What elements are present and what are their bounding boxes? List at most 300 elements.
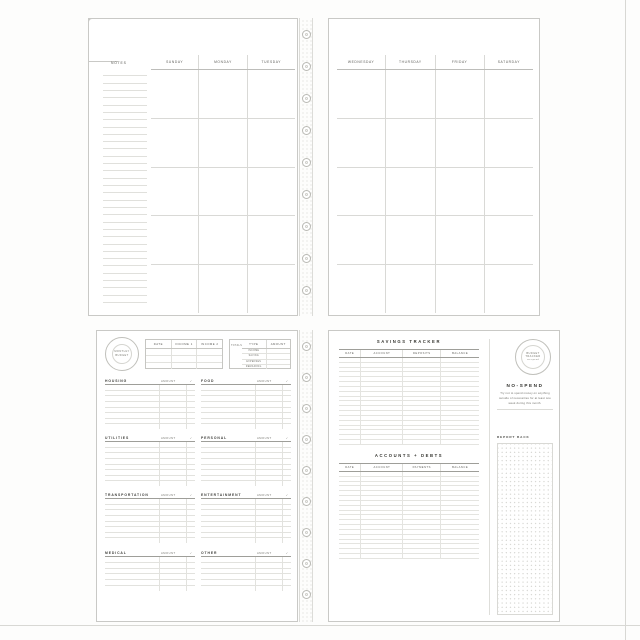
calendar-day-cell[interactable]: [436, 265, 485, 313]
expense-amount-cell[interactable]: [160, 424, 187, 429]
minibox-cell[interactable]: INCOME: [242, 349, 267, 353]
table-cell[interactable]: [339, 382, 361, 386]
minibox-cell[interactable]: REMAINING: [242, 365, 267, 369]
table-cell[interactable]: [361, 535, 403, 539]
expense-check-cell[interactable]: [187, 402, 195, 407]
minibox-cell[interactable]: [267, 360, 291, 364]
expense-amount-cell[interactable]: [256, 574, 283, 579]
expense-name-cell[interactable]: [201, 533, 256, 538]
minibox-cell[interactable]: [267, 354, 291, 358]
expense-amount-cell[interactable]: [256, 557, 283, 562]
expense-name-cell[interactable]: [105, 533, 160, 538]
expense-name-cell[interactable]: [105, 527, 160, 532]
table-cell[interactable]: [361, 472, 403, 476]
notes-line[interactable]: [103, 69, 147, 76]
expense-check-cell[interactable]: [283, 527, 291, 532]
notes-line[interactable]: [103, 135, 147, 142]
expense-amount-cell[interactable]: [256, 402, 283, 407]
table-cell[interactable]: [361, 525, 403, 529]
expense-amount-cell[interactable]: [160, 510, 187, 515]
expense-amount-cell[interactable]: [256, 396, 283, 401]
notes-line[interactable]: [103, 281, 147, 288]
expense-check-cell[interactable]: [283, 586, 291, 591]
notes-line[interactable]: [103, 76, 147, 83]
table-cell[interactable]: [441, 377, 479, 381]
table-cell[interactable]: [403, 496, 441, 500]
expense-amount-cell[interactable]: [160, 442, 187, 447]
table-cell[interactable]: [403, 501, 441, 505]
expense-name-cell[interactable]: [201, 522, 256, 527]
expense-amount-cell[interactable]: [256, 459, 283, 464]
table-cell[interactable]: [403, 535, 441, 539]
notes-ruled-lines[interactable]: [103, 69, 147, 303]
calendar-day-cell[interactable]: [485, 119, 533, 167]
table-cell[interactable]: [403, 392, 441, 396]
expense-name-cell[interactable]: [105, 413, 160, 418]
notes-line[interactable]: [103, 215, 147, 222]
table-cell[interactable]: [339, 491, 361, 495]
expense-name-cell[interactable]: [201, 499, 256, 504]
table-cell[interactable]: [403, 440, 441, 444]
table-cell[interactable]: [403, 472, 441, 476]
table-cell[interactable]: [339, 472, 361, 476]
expense-amount-cell[interactable]: [160, 533, 187, 538]
calendar-day-cell[interactable]: [337, 216, 386, 264]
calendar-day-cell[interactable]: [199, 70, 247, 118]
expense-amount-cell[interactable]: [160, 453, 187, 458]
calendar-day-cell[interactable]: [386, 70, 435, 118]
table-cell[interactable]: [339, 544, 361, 548]
table-cell[interactable]: [403, 525, 441, 529]
expense-check-cell[interactable]: [283, 470, 291, 475]
calendar-day-cell[interactable]: [485, 216, 533, 264]
expense-amount-cell[interactable]: [256, 413, 283, 418]
category-table-entertainment[interactable]: [201, 493, 291, 543]
expense-name-cell[interactable]: [201, 391, 256, 396]
table-cell[interactable]: [403, 482, 441, 486]
expense-check-cell[interactable]: [187, 448, 195, 453]
calendar-day-cell[interactable]: [151, 70, 199, 118]
notes-line[interactable]: [103, 296, 147, 303]
calendar-day-cell[interactable]: [386, 265, 435, 313]
minibox-cell[interactable]: [197, 356, 222, 362]
expense-name-cell[interactable]: [105, 569, 160, 574]
table-cell[interactable]: [361, 554, 403, 558]
expense-check-cell[interactable]: [187, 557, 195, 562]
table-cell[interactable]: [339, 486, 361, 490]
expense-amount-cell[interactable]: [160, 448, 187, 453]
expense-amount-cell[interactable]: [160, 396, 187, 401]
notes-line[interactable]: [103, 274, 147, 281]
table-cell[interactable]: [403, 491, 441, 495]
notes-line[interactable]: [103, 106, 147, 113]
expense-amount-cell[interactable]: [160, 586, 187, 591]
notes-line[interactable]: [103, 142, 147, 149]
table-cell[interactable]: [441, 525, 479, 529]
expense-amount-cell[interactable]: [256, 408, 283, 413]
table-cell[interactable]: [339, 377, 361, 381]
table-cell[interactable]: [441, 491, 479, 495]
table-cell[interactable]: [361, 411, 403, 415]
table-cell[interactable]: [403, 511, 441, 515]
table-cell[interactable]: [361, 368, 403, 372]
notes-line[interactable]: [103, 164, 147, 171]
table-cell[interactable]: [361, 511, 403, 515]
table-cell[interactable]: [339, 430, 361, 434]
expense-name-cell[interactable]: [105, 516, 160, 521]
expense-amount-cell[interactable]: [256, 569, 283, 574]
expense-check-cell[interactable]: [283, 424, 291, 429]
expense-amount-cell[interactable]: [160, 505, 187, 510]
table-cell[interactable]: [441, 368, 479, 372]
expense-name-cell[interactable]: [105, 424, 160, 429]
category-table-food[interactable]: [201, 379, 291, 429]
expense-amount-cell[interactable]: [160, 522, 187, 527]
minibox-cell[interactable]: [146, 349, 172, 355]
expense-check-cell[interactable]: [283, 522, 291, 527]
calendar-day-cell[interactable]: [199, 265, 247, 313]
expense-amount-cell[interactable]: [160, 538, 187, 543]
expense-check-cell[interactable]: [283, 563, 291, 568]
table-cell[interactable]: [339, 501, 361, 505]
notes-line[interactable]: [103, 259, 147, 266]
table-cell[interactable]: [441, 530, 479, 534]
expense-name-cell[interactable]: [201, 563, 256, 568]
expense-amount-cell[interactable]: [256, 448, 283, 453]
table-cell[interactable]: [361, 506, 403, 510]
expense-name-cell[interactable]: [105, 419, 160, 424]
expense-check-cell[interactable]: [187, 499, 195, 504]
calendar-day-cell[interactable]: [436, 216, 485, 264]
expense-name-cell[interactable]: [201, 413, 256, 418]
table-cell[interactable]: [339, 496, 361, 500]
expense-amount-cell[interactable]: [160, 516, 187, 521]
table-cell[interactable]: [361, 430, 403, 434]
calendar-day-cell[interactable]: [199, 216, 247, 264]
table-cell[interactable]: [441, 401, 479, 405]
expense-check-cell[interactable]: [187, 505, 195, 510]
table-cell[interactable]: [339, 477, 361, 481]
no-spend-dot-grid[interactable]: [497, 443, 553, 615]
expense-amount-cell[interactable]: [160, 574, 187, 579]
notes-line[interactable]: [103, 266, 147, 273]
table-cell[interactable]: [441, 392, 479, 396]
table-cell[interactable]: [361, 397, 403, 401]
table-cell[interactable]: [441, 426, 479, 430]
table-cell[interactable]: [339, 416, 361, 420]
expense-check-cell[interactable]: [187, 533, 195, 538]
expense-check-cell[interactable]: [283, 459, 291, 464]
expense-amount-cell[interactable]: [160, 402, 187, 407]
table-cell[interactable]: [403, 368, 441, 372]
table-cell[interactable]: [339, 411, 361, 415]
expense-check-cell[interactable]: [283, 385, 291, 390]
expense-name-cell[interactable]: [201, 557, 256, 562]
expense-check-cell[interactable]: [283, 557, 291, 562]
expense-amount-cell[interactable]: [160, 459, 187, 464]
expense-amount-cell[interactable]: [256, 453, 283, 458]
calendar-day-cell[interactable]: [248, 216, 295, 264]
table-cell[interactable]: [441, 486, 479, 490]
calendar-day-cell[interactable]: [485, 168, 533, 216]
table-cell[interactable]: [339, 406, 361, 410]
expense-amount-cell[interactable]: [256, 580, 283, 585]
expense-amount-cell[interactable]: [256, 510, 283, 515]
expense-name-cell[interactable]: [201, 580, 256, 585]
expense-check-cell[interactable]: [187, 385, 195, 390]
table-cell[interactable]: [403, 544, 441, 548]
table-cell[interactable]: [441, 501, 479, 505]
table-cell[interactable]: [361, 406, 403, 410]
expense-amount-cell[interactable]: [160, 413, 187, 418]
table-cell[interactable]: [441, 549, 479, 553]
table-cell[interactable]: [361, 382, 403, 386]
expense-check-cell[interactable]: [187, 538, 195, 543]
table-cell[interactable]: [403, 416, 441, 420]
notes-line[interactable]: [103, 288, 147, 295]
expense-amount-cell[interactable]: [256, 538, 283, 543]
calendar-day-cell[interactable]: [151, 265, 199, 313]
calendar-day-cell[interactable]: [485, 265, 533, 313]
minibox-cell[interactable]: [172, 363, 198, 369]
calendar-day-cell[interactable]: [199, 168, 247, 216]
table-cell[interactable]: [403, 406, 441, 410]
table-cell[interactable]: [403, 401, 441, 405]
notes-line[interactable]: [103, 193, 147, 200]
calendar-day-cell[interactable]: [436, 70, 485, 118]
table-cell[interactable]: [441, 435, 479, 439]
table-cell[interactable]: [339, 525, 361, 529]
expense-check-cell[interactable]: [283, 391, 291, 396]
table-cell[interactable]: [339, 368, 361, 372]
expense-check-cell[interactable]: [283, 574, 291, 579]
table-cell[interactable]: [403, 554, 441, 558]
table-cell[interactable]: [403, 397, 441, 401]
table-cell[interactable]: [339, 506, 361, 510]
table-cell[interactable]: [339, 392, 361, 396]
expense-name-cell[interactable]: [201, 510, 256, 515]
expense-amount-cell[interactable]: [256, 499, 283, 504]
notes-line[interactable]: [103, 245, 147, 252]
expense-check-cell[interactable]: [187, 574, 195, 579]
table-cell[interactable]: [403, 549, 441, 553]
expense-name-cell[interactable]: [105, 586, 160, 591]
calendar-day-cell[interactable]: [248, 119, 295, 167]
notes-tab[interactable]: [88, 18, 118, 62]
table-cell[interactable]: [339, 554, 361, 558]
expense-check-cell[interactable]: [187, 459, 195, 464]
table-cell[interactable]: [441, 511, 479, 515]
table-cell[interactable]: [441, 387, 479, 391]
expense-name-cell[interactable]: [201, 481, 256, 486]
expense-check-cell[interactable]: [283, 442, 291, 447]
table-cell[interactable]: [441, 477, 479, 481]
table-cell[interactable]: [403, 477, 441, 481]
table-cell[interactable]: [403, 421, 441, 425]
table-cell[interactable]: [361, 486, 403, 490]
table-cell[interactable]: [361, 496, 403, 500]
expense-amount-cell[interactable]: [160, 557, 187, 562]
expense-name-cell[interactable]: [105, 453, 160, 458]
minibox-cell[interactable]: [197, 363, 222, 369]
notes-line[interactable]: [103, 98, 147, 105]
expense-name-cell[interactable]: [105, 402, 160, 407]
expense-name-cell[interactable]: [105, 510, 160, 515]
expense-name-cell[interactable]: [105, 442, 160, 447]
table-cell[interactable]: [339, 530, 361, 534]
expense-name-cell[interactable]: [105, 470, 160, 475]
expense-name-cell[interactable]: [201, 470, 256, 475]
calendar-day-cell[interactable]: [337, 168, 386, 216]
expense-amount-cell[interactable]: [160, 391, 187, 396]
calendar-day-cell[interactable]: [337, 265, 386, 313]
notes-line[interactable]: [103, 201, 147, 208]
expense-name-cell[interactable]: [201, 538, 256, 543]
expense-name-cell[interactable]: [105, 385, 160, 390]
expense-name-cell[interactable]: [201, 586, 256, 591]
expense-name-cell[interactable]: [105, 476, 160, 481]
expense-amount-cell[interactable]: [256, 476, 283, 481]
expense-name-cell[interactable]: [105, 481, 160, 486]
table-cell[interactable]: [339, 440, 361, 444]
table-cell[interactable]: [361, 530, 403, 534]
table-cell[interactable]: [441, 363, 479, 367]
table-cell[interactable]: [441, 544, 479, 548]
expense-amount-cell[interactable]: [160, 580, 187, 585]
expense-amount-cell[interactable]: [256, 481, 283, 486]
expense-name-cell[interactable]: [105, 505, 160, 510]
table-cell[interactable]: [403, 372, 441, 376]
minibox-cell[interactable]: [172, 349, 198, 355]
table-cell[interactable]: [361, 387, 403, 391]
expense-name-cell[interactable]: [105, 465, 160, 470]
minibox-cell[interactable]: EXPENSES: [242, 360, 267, 364]
calendar-day-cell[interactable]: [248, 265, 295, 313]
expense-check-cell[interactable]: [283, 448, 291, 453]
calendar-day-cell[interactable]: [386, 119, 435, 167]
expense-name-cell[interactable]: [105, 408, 160, 413]
expense-name-cell[interactable]: [201, 419, 256, 424]
income-box[interactable]: [145, 339, 223, 369]
minibox-cell[interactable]: [197, 349, 222, 355]
expense-amount-cell[interactable]: [256, 442, 283, 447]
expense-name-cell[interactable]: [105, 448, 160, 453]
table-cell[interactable]: [403, 540, 441, 544]
table-cell[interactable]: [361, 435, 403, 439]
expense-name-cell[interactable]: [201, 476, 256, 481]
expense-amount-cell[interactable]: [160, 499, 187, 504]
category-table-transportation[interactable]: [105, 493, 195, 543]
table-cell[interactable]: [339, 540, 361, 544]
table-cell[interactable]: [361, 358, 403, 362]
totals-box[interactable]: [229, 339, 291, 369]
calendar-grid-right[interactable]: [337, 55, 533, 313]
notes-line[interactable]: [103, 149, 147, 156]
expense-check-cell[interactable]: [283, 510, 291, 515]
table-cell[interactable]: [361, 421, 403, 425]
expense-amount-cell[interactable]: [256, 391, 283, 396]
table-cell[interactable]: [403, 426, 441, 430]
expense-check-cell[interactable]: [283, 408, 291, 413]
expense-amount-cell[interactable]: [256, 385, 283, 390]
table-cell[interactable]: [339, 401, 361, 405]
expense-name-cell[interactable]: [201, 465, 256, 470]
notes-line[interactable]: [103, 128, 147, 135]
expense-check-cell[interactable]: [283, 413, 291, 418]
table-cell[interactable]: [361, 377, 403, 381]
expense-name-cell[interactable]: [201, 505, 256, 510]
table-cell[interactable]: [403, 435, 441, 439]
expense-amount-cell[interactable]: [256, 465, 283, 470]
expense-name-cell[interactable]: [201, 574, 256, 579]
table-cell[interactable]: [441, 421, 479, 425]
calendar-day-cell[interactable]: [485, 70, 533, 118]
notes-line[interactable]: [103, 120, 147, 127]
expense-name-cell[interactable]: [201, 516, 256, 521]
table-cell[interactable]: [403, 430, 441, 434]
expense-check-cell[interactable]: [283, 516, 291, 521]
expense-check-cell[interactable]: [187, 391, 195, 396]
table-cell[interactable]: [403, 387, 441, 391]
expense-name-cell[interactable]: [105, 557, 160, 562]
minibox-cell[interactable]: [146, 356, 172, 362]
minibox-cell[interactable]: [146, 363, 172, 369]
expense-check-cell[interactable]: [187, 516, 195, 521]
expense-name-cell[interactable]: [201, 402, 256, 407]
calendar-day-cell[interactable]: [151, 216, 199, 264]
calendar-day-cell[interactable]: [337, 70, 386, 118]
expense-amount-cell[interactable]: [160, 569, 187, 574]
minibox-cell[interactable]: [267, 349, 291, 353]
table-cell[interactable]: [339, 520, 361, 524]
table-cell[interactable]: [441, 554, 479, 558]
calendar-day-cell[interactable]: [248, 168, 295, 216]
savings-table[interactable]: [339, 349, 479, 445]
expense-check-cell[interactable]: [283, 538, 291, 543]
table-cell[interactable]: [361, 440, 403, 444]
accounts-debts-table[interactable]: [339, 463, 479, 559]
table-cell[interactable]: [339, 426, 361, 430]
expense-name-cell[interactable]: [201, 424, 256, 429]
category-table-utilities[interactable]: [105, 436, 195, 486]
expense-name-cell[interactable]: [201, 448, 256, 453]
expense-amount-cell[interactable]: [160, 408, 187, 413]
table-cell[interactable]: [441, 430, 479, 434]
calendar-day-cell[interactable]: [436, 168, 485, 216]
table-cell[interactable]: [339, 397, 361, 401]
notes-line[interactable]: [103, 237, 147, 244]
table-cell[interactable]: [339, 435, 361, 439]
expense-check-cell[interactable]: [283, 465, 291, 470]
calendar-day-cell[interactable]: [248, 70, 295, 118]
calendar-day-cell[interactable]: [151, 168, 199, 216]
table-cell[interactable]: [441, 515, 479, 519]
category-table-personal[interactable]: [201, 436, 291, 486]
notes-line[interactable]: [103, 230, 147, 237]
table-cell[interactable]: [441, 397, 479, 401]
expense-check-cell[interactable]: [187, 527, 195, 532]
expense-check-cell[interactable]: [187, 413, 195, 418]
expense-name-cell[interactable]: [105, 459, 160, 464]
expense-amount-cell[interactable]: [160, 563, 187, 568]
expense-name-cell[interactable]: [201, 459, 256, 464]
table-cell[interactable]: [339, 363, 361, 367]
table-cell[interactable]: [441, 416, 479, 420]
expense-check-cell[interactable]: [283, 481, 291, 486]
category-table-other[interactable]: [201, 551, 291, 591]
notes-line[interactable]: [103, 223, 147, 230]
expense-amount-cell[interactable]: [256, 522, 283, 527]
